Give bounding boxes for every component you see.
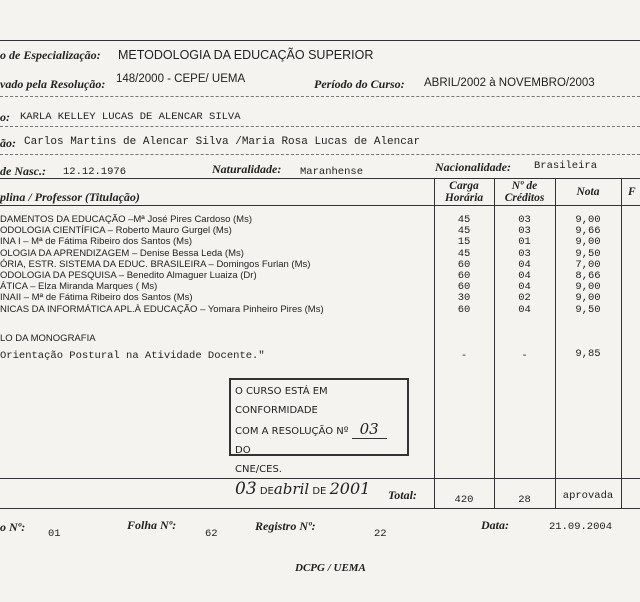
table-bottom-border	[0, 508, 640, 509]
table-row-carga: 45	[457, 214, 471, 226]
resolucao-value: 148/2000 - CEPE/ UEMA	[116, 73, 246, 85]
org-footer: DCPG / UEMA	[295, 562, 366, 574]
table-row-disciplina: ÓRIA, ESTR. SISTEMA DA EDUC. BRASILEIRA – Domingos Furlan (Ms)	[0, 258, 311, 270]
curso-value: METODOLOGIA DA EDUCAÇÃO SUPERIOR	[118, 48, 374, 62]
table-row-carga: 60	[457, 270, 471, 282]
table-row-nota: 9,50	[575, 303, 601, 316]
col-divider	[621, 178, 622, 508]
nome-value: KARLA KELLEY LUCAS DE ALENCAR SILVA	[20, 111, 241, 123]
col-carga-header: Carga Horária	[444, 180, 484, 204]
table-row-carga: 45	[457, 247, 471, 260]
table-row-carga: 15	[457, 236, 471, 249]
total-label: Total:	[388, 488, 417, 502]
table-row-creditos: 04	[518, 303, 531, 316]
monografia-carga: -	[460, 350, 468, 362]
total-creditos: 28	[518, 494, 531, 506]
nasc-label: de Nasc.:	[0, 164, 46, 178]
conformidade-stamp: O CURSO ESTÁ EM CONFORMIDADE COM A RESOLUÇÃO Nº 03 DO CNE/CES. 03 DEabril DE 2001	[229, 378, 409, 456]
divider	[0, 126, 640, 127]
curso-label: o de Especialização:	[0, 48, 101, 62]
table-row-carga: 60	[457, 281, 471, 294]
table-row-carga: 30	[457, 292, 471, 305]
table-row-creditos: 03	[518, 225, 531, 238]
filiacao-value: Carlos Martins de Alencar Silva /Maria Rosa Lucas de Alencar	[24, 136, 421, 148]
resolucao-label: vado pela Resolução:	[0, 77, 106, 91]
table-row-creditos: 04	[518, 270, 531, 282]
table-row-carga: 60	[457, 303, 471, 316]
livro-value: 01	[48, 528, 61, 540]
folha-label: Folha Nº:	[127, 518, 177, 532]
table-header-border	[0, 205, 640, 206]
naturalidade-value: Maranhense	[300, 166, 364, 178]
table-row-disciplina: NICAS DA INFORMÁTICA APL.À EDUCAÇÃO – Yomara Pinheiro Pires (Ms)	[0, 303, 324, 315]
col-extra-header: F	[628, 186, 636, 198]
folha-value: 62	[205, 528, 218, 540]
table-row-nota: 9,00	[575, 236, 601, 249]
table-row-disciplina: ODOLOGIA CIENTÍFICA – Roberto Mauro Gurgel (Ms)	[0, 225, 232, 237]
table-row-nota: 7,00	[575, 258, 601, 271]
periodo-value: ABRIL/2002 à NOVEMBRO/2003	[424, 77, 595, 89]
table-row-disciplina: DAMENTOS DA EDUCAÇÃO –Mª José Pires Cardoso (Ms)	[0, 214, 252, 225]
divider	[0, 154, 640, 155]
total-carga: 420	[454, 494, 474, 506]
table-row-nota: 9,50	[575, 247, 601, 260]
table-row-disciplina: OLOGIA DA APRENDIZAGEM – Denise Bessa Leda (Ms)	[0, 247, 244, 259]
monografia-nota: 9,85	[575, 348, 601, 360]
top-border	[0, 40, 640, 41]
divider	[0, 96, 640, 97]
table-row-creditos: 01	[518, 236, 531, 249]
nasc-value: 12.12.1976	[63, 166, 127, 178]
table-row-disciplina: INAII – Mª de Fátima Ribeiro dos Santos (Ms)	[0, 292, 193, 304]
table-row-disciplina: INA I – Mª de Fátima Ribeiro dos Santos (Ms)	[0, 236, 192, 248]
table-row-nota: 9,00	[575, 214, 601, 226]
registro-label: Registro Nº:	[255, 519, 316, 533]
naturalidade-label: Naturalidade:	[212, 162, 282, 176]
nacionalidade-label: Nacionalidade:	[435, 160, 511, 174]
livro-label: o Nº:	[0, 520, 26, 534]
nacionalidade-value: Brasileira	[534, 160, 598, 172]
monografia-title: LO DA MONOGRAFIA	[0, 333, 96, 344]
table-row-creditos: 02	[518, 292, 531, 305]
periodo-label: Período do Curso:	[314, 77, 405, 91]
registro-value: 22	[374, 528, 387, 540]
col-creditos-header: Nº de Créditos	[504, 180, 545, 204]
table-row-nota: 8,66	[575, 270, 601, 282]
table-row-creditos: 04	[518, 258, 531, 271]
col-disciplina-header: plina / Professor (Titulação)	[0, 190, 140, 204]
table-row-creditos: 03	[518, 214, 531, 226]
table-row-nota: 9,00	[575, 292, 601, 305]
table-row-creditos: 03	[518, 247, 531, 260]
table-row-carga: 60	[457, 258, 471, 271]
filiacao-label: ão:	[0, 136, 16, 150]
table-row-carga: 45	[457, 225, 471, 238]
table-top-border	[0, 178, 640, 179]
table-row-disciplina: ODOLOGIA DA PESQUISA – Benedito Almaguer Luaiza (Dr)	[0, 270, 257, 281]
table-row-nota: 9,66	[575, 225, 601, 238]
data-label: Data:	[481, 518, 509, 532]
nome-label: o:	[0, 110, 10, 124]
table-row-creditos: 04	[518, 281, 531, 294]
monografia-creditos: -	[521, 350, 528, 362]
table-row-nota: 9,00	[575, 281, 601, 294]
table-row-disciplina: ÁTICA – Elza Miranda Marques ( Ms)	[0, 281, 158, 293]
col-nota-header: Nota	[576, 186, 600, 198]
data-value: 21.09.2004	[549, 521, 613, 533]
monografia-text: Orientação Postural na Atividade Docente."	[0, 350, 265, 362]
total-nota: aprovada	[562, 490, 614, 502]
